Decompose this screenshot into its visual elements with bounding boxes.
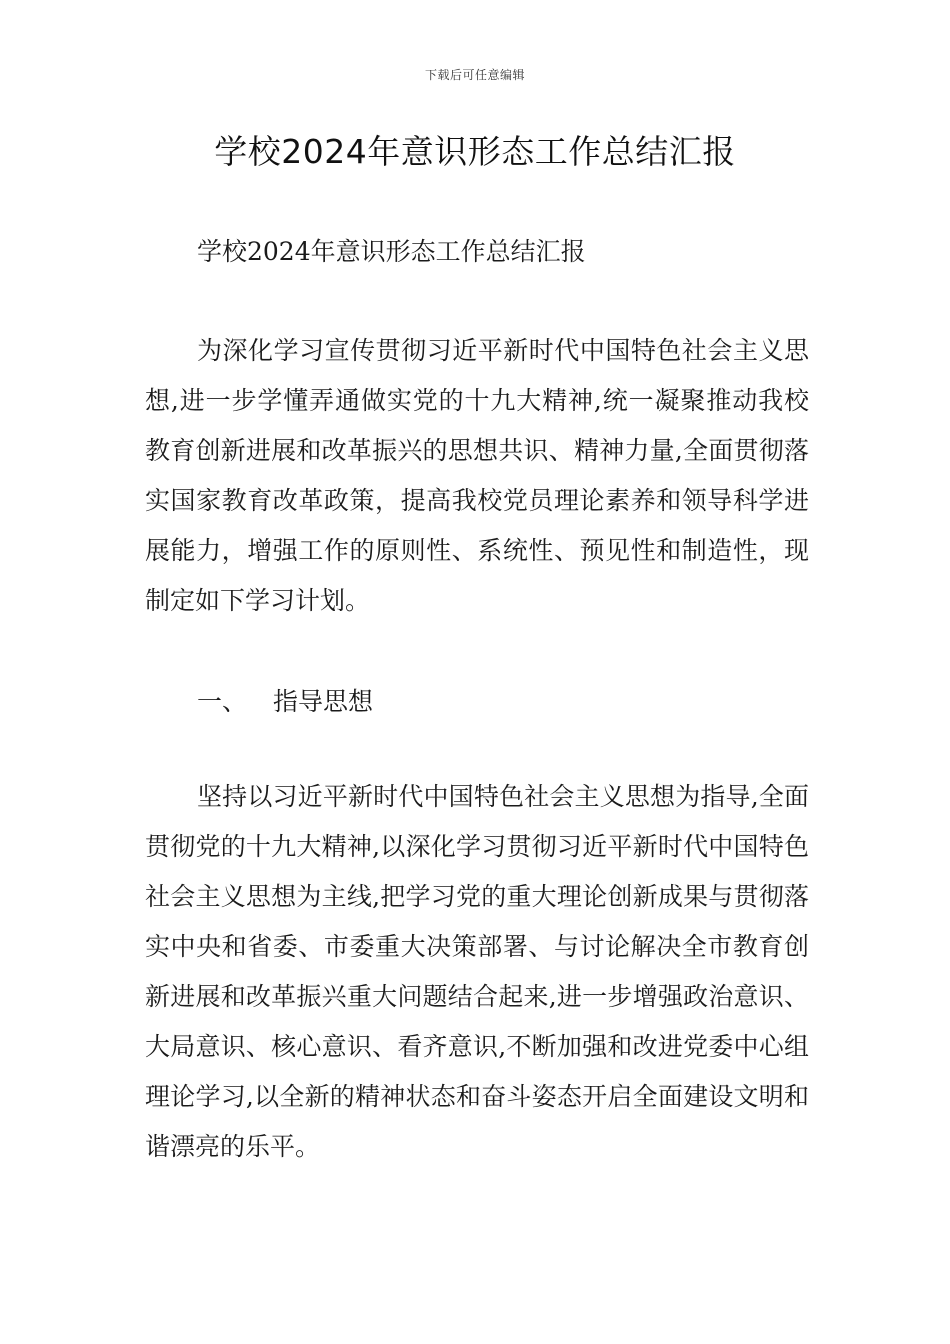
section-number: 一、 (197, 687, 248, 716)
header-note: 下载后可任意编辑 (424, 68, 525, 82)
section-heading-text: 指导思想 (273, 687, 374, 716)
section-paragraph: 坚持以习近平新时代中国特色社会主义思想为指导,全面贯彻党的十九大精神,以深化学习贯彻习近平新时代中国特色社会主义思想为主线,把学习党的重大理论创新成果与贯彻落实中央和省委、市委重大决策部署、与讨论解决全市教育创新进展和改革振兴重大问题结合起来,进一步增强政治意识、大局意识、核心意识、看齐意识,不断加强和改进党委中心组理论学习,以全新的精神状态和奋斗姿态开启全面建设文明和谐漂亮的乐平。 (145, 782, 809, 1161)
intro-paragraph: 为深化学习宣传贯彻习近平新时代中国特色社会主义思想,进一步学懂弄通做实党的十九大精神,统一凝聚推动我校教育创新进展和改革振兴的思想共识、精神力量,全面贯彻落实国家教育改革政策，提高我校党员理论素养和领导科学进展能力，增强工作的原则性、系统性、预见性和制造性，现制定如下学习计划。 (145, 336, 809, 615)
document-subtitle: 学校2024年意识形态工作总结汇报 (197, 237, 586, 266)
document-title: 学校2024年意识形态工作总结汇报 (214, 132, 736, 171)
section-heading (197, 682, 373, 718)
